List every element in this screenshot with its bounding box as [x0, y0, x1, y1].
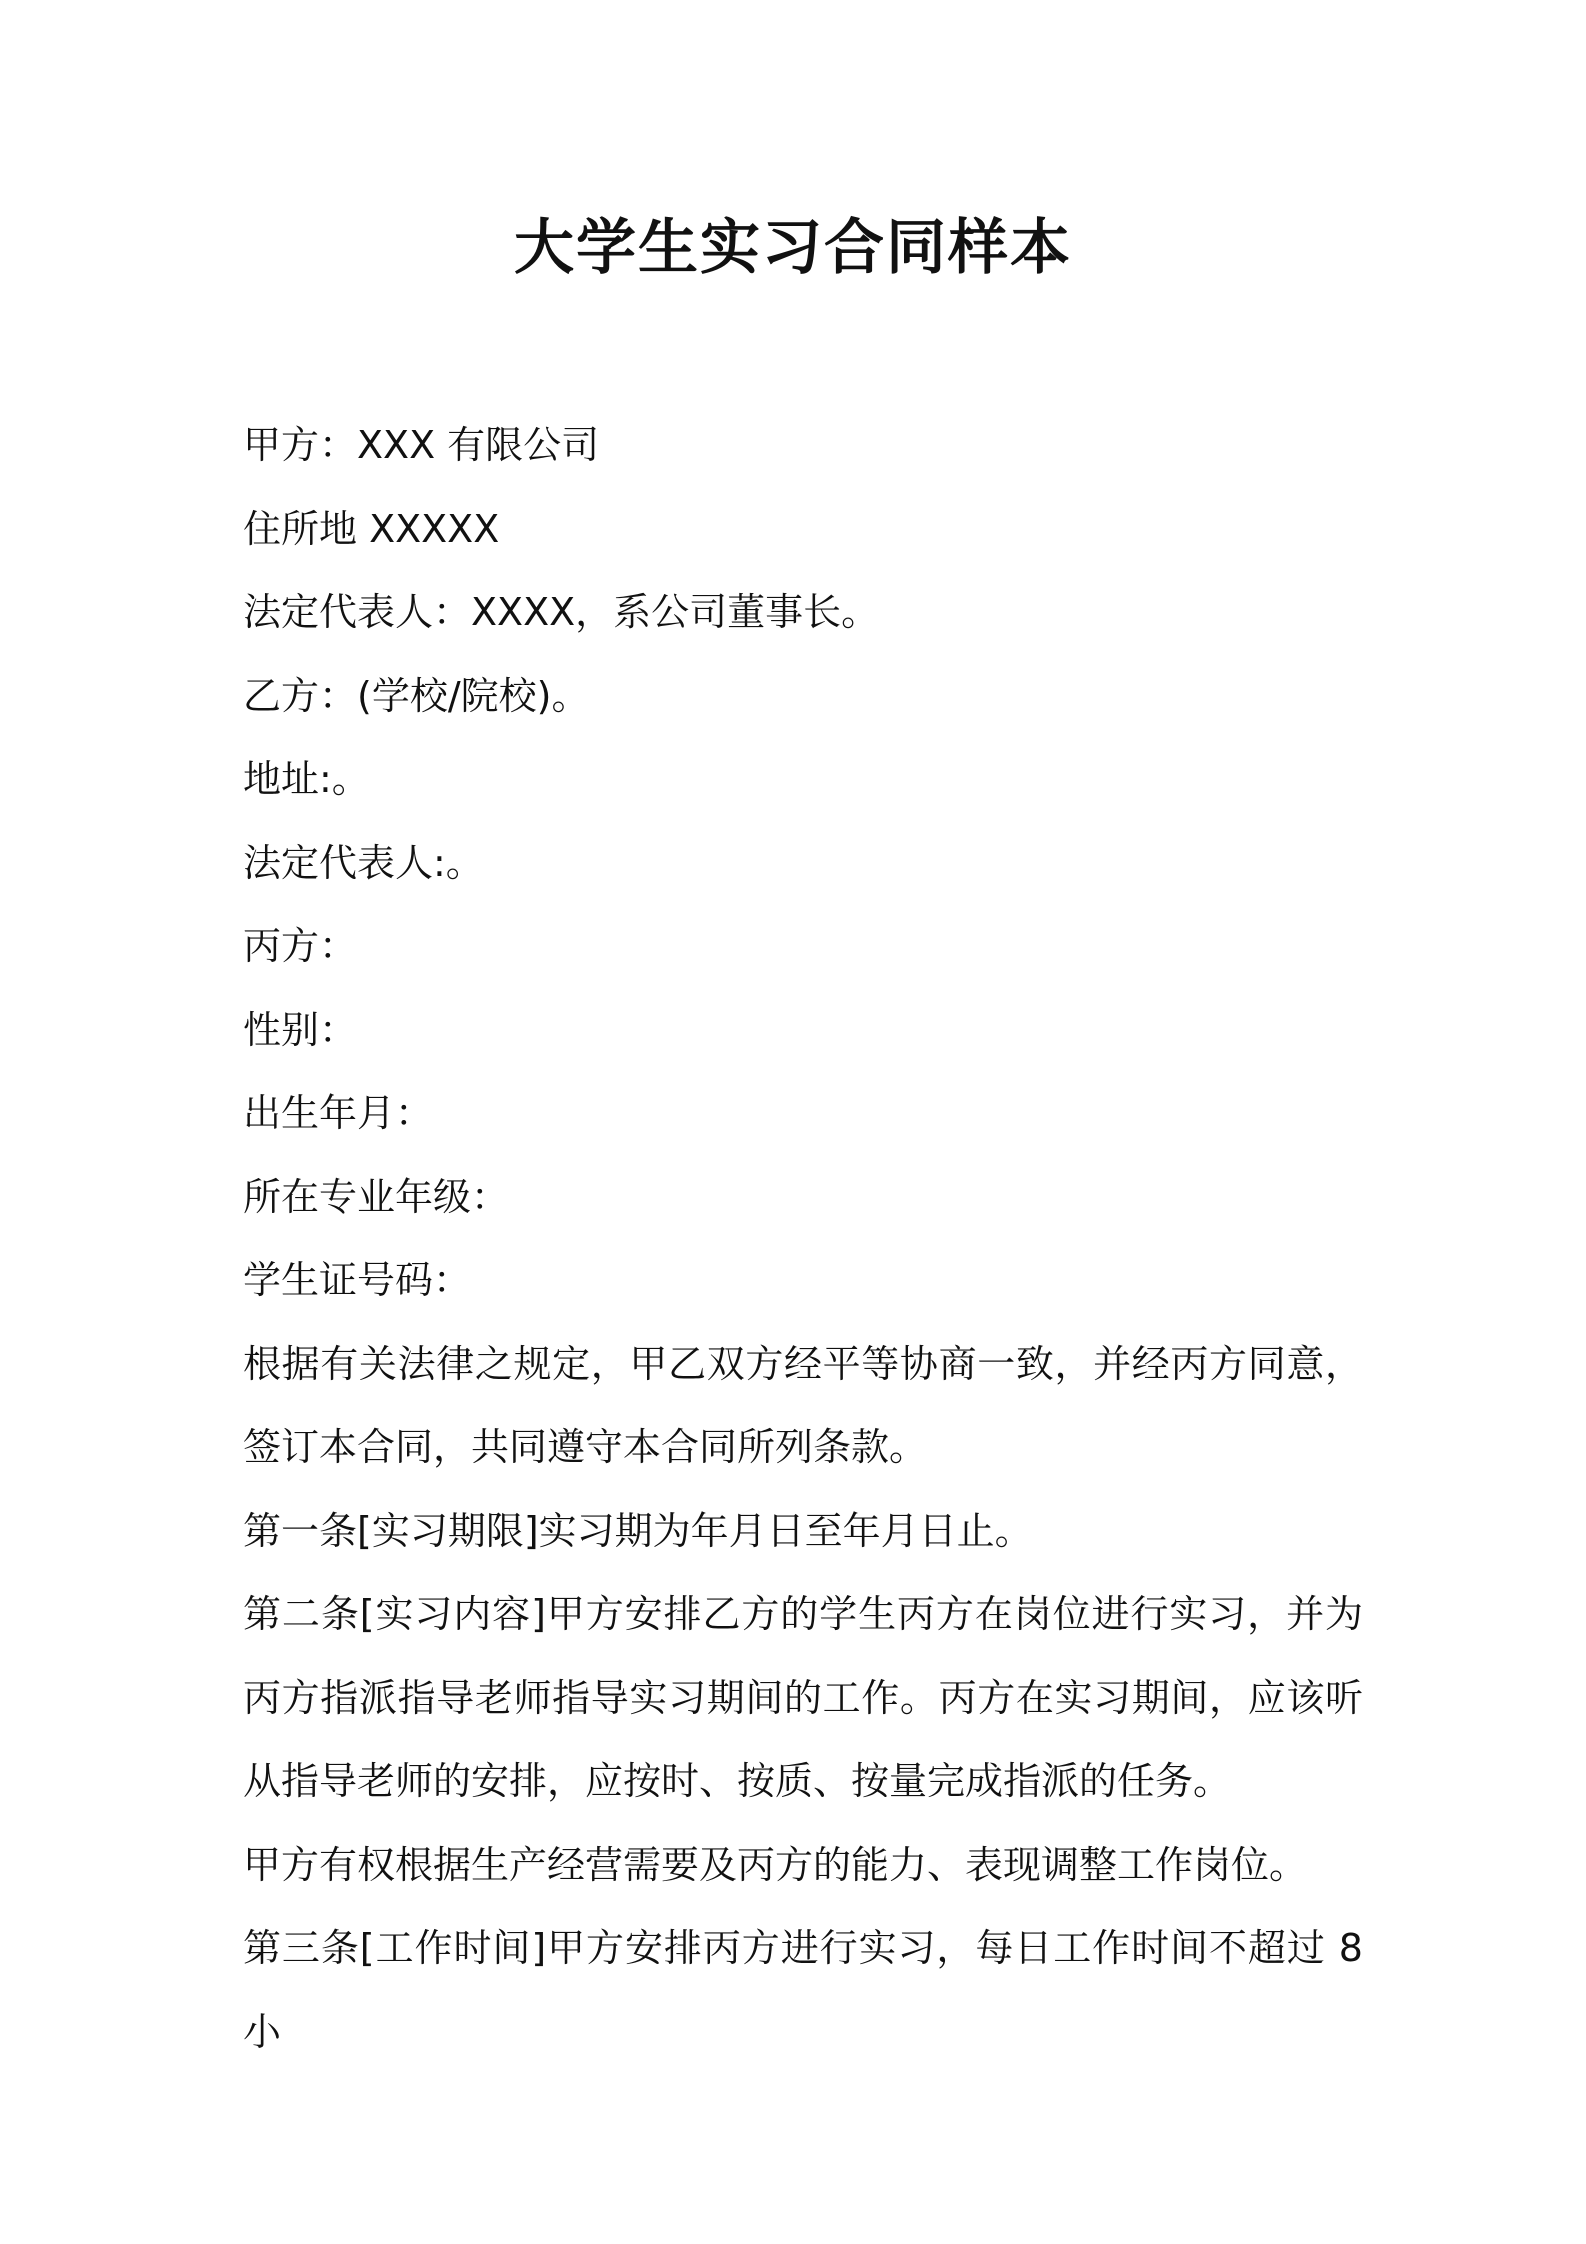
party-a-line: 甲方：XXX 有限公司 — [243, 423, 600, 467]
article-1-paragraph: 第一条[实习期限]实习期为年月日至年月日止。 — [243, 1508, 1033, 1553]
party-b-representative-line: 法定代表人:。 — [243, 840, 484, 885]
party-c-line: 丙方： — [243, 924, 358, 968]
birth-date-line: 出生年月： — [243, 1091, 434, 1135]
student-id-line: 学生证号码： — [243, 1258, 472, 1302]
document-body — [243, 404, 1363, 2074]
party-a-address-line: 住所地 XXXXX — [243, 506, 500, 551]
preamble-paragraph: 根据有关法律之规定，甲乙双方经平等协商一致，并经丙方同意，签订本合同，共同遵守本合同所列条款。 — [243, 1341, 1363, 1469]
major-grade-line: 所在专业年级： — [243, 1174, 510, 1219]
gender-line: 性别： — [243, 1007, 358, 1052]
article-3-paragraph: 第三条[工作时间]甲方安排丙方进行实习，每日工作时间不超过 8 小 — [243, 1926, 1363, 2054]
document-title: 大学生实习合同样本 — [514, 213, 1072, 283]
party-b-address-line: 地址:。 — [243, 757, 370, 801]
party-a-representative-line: 法定代表人：XXXX，系公司董事长。 — [243, 590, 880, 634]
article-2-paragraph: 第二条[实习内容]甲方安排乙方的学生丙方在岗位进行实习，并为丙方指派指导老师指导实习期间的工作。丙方在实习期间，应该听从指导老师的安排，应按时、按质、按量完成指派的任务。 — [243, 1592, 1363, 1803]
party-b-line: 乙方：(学校/院校)。 — [243, 673, 590, 718]
article-2-supplement-paragraph: 甲方有权根据生产经营需要及丙方的能力、表现调整工作岗位。 — [243, 1842, 1308, 1887]
